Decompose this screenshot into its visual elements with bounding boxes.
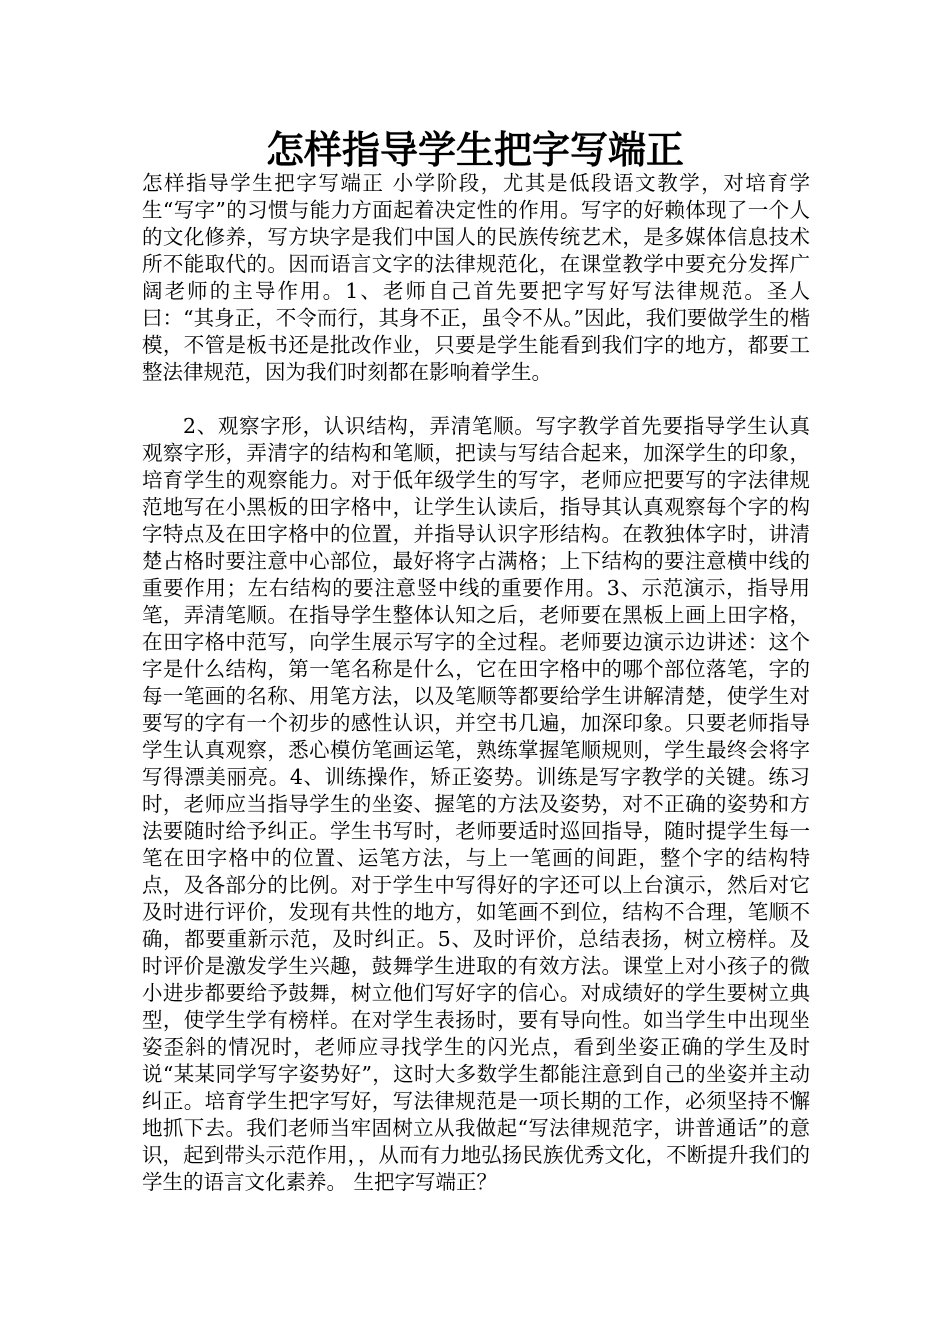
document-body xyxy=(142,170,810,1196)
paragraph-2: 2、观察字形，认识结构，弄清笔顺。写字教学首先要指导学生认真观察字形，弄清字的结构和笔顺，把读与写结合起来，加深学生的印象，培育学生的观察能力。对于低年级学生的写字，老师应把要写的字法律规范地写在小黑板的田字格中，让学生认读后，指导其认真观察每个字的构字特点及在田字格中的位置，并指导认识字形结构。在教独体字时，讲清楚占格时要注意中心部位，最好将字占满格；上下结构的要注意横中线的重要作用；左右结构的要注意竖中线的重要作用。3、示范演示，指导用笔，弄清笔顺。在指导学生整体认知之后，老师要在黑板上画上田字格，在田字格中范写，向学生展示写字的全过程。老师要边演示边讲述：这个字是什么结构，第一笔名称是什么，它在田字格中的哪个部位落笔，字的每一笔画的名称、用笔方法，以及笔顺等都要给学生讲解清楚，使学生对要写的字有一个初步的感性认识，并空书几遍，加深印象。只要老师指导学生认真观察，悉心模仿笔画运笔，熟练掌握笔顺规则，学生最终会将字写得漂美丽亮。4、训练操作，矫正姿势。训练是写字教学的关键。练习时，老师应当指导学生的坐姿、握笔的方法及姿势，对不正确的姿势和方法要随时给予纠正。学生书写时，老师要适时巡回指导，随时提学生每一笔在田字格中的位置、运笔方法，与上一笔画的间距，整个字的结构特点，及各部分的比例。对于学生中写得好的字还可以上台演示，然后对它及时进行评价，发现有共性的地方，如笔画不到位，结构不合理，笔顺不确，都要重新示范，及时纠正。5、及时评价，总结表扬，树立榜样。及时评价是激发学生兴趣，鼓舞学生进取的有效方法。课堂上对小孩子的微小进步都要给予鼓舞，树立他们写好字的信心。对成绩好的学生要树立典型，使学生学有榜样。在对学生表扬时，要有导向性。如当学生中出现坐姿歪斜的情况时，老师应寻找学生的闪光点，看到坐姿正确的学生及时说“某某同学写字姿势好”，这时大多数学生都能注意到自己的坐姿并主动纠正。培育学生把字写好，写法律规范是一项长期的工作，必须坚持不懈地抓下去。我们老师当牢固树立从我做起“写法律规范字，讲普通话”的意识，起到带头示范作用，，从而有力地弘扬民族优秀文化，不断提升我们的学生的语言文化素养。 生把字写端正？ xyxy=(142,414,810,1194)
document-title: 怎样指导学生把字写端正 xyxy=(265,127,684,172)
paragraph-1: 怎样指导学生把字写端正 小学阶段，尤其是低段语文教学，对培育学生“写字”的习惯与能力方面起着决定性的作用。写字的好赖体现了一个人的文化修养，写方块字是我们中国人的民族传统艺术，是多媒体信息技术所不能取代的。因而语言文字的法律规范化，在课堂教学中要充分发挥广阔老师的主导作用。1、老师自己首先要把字写好写法律规范。圣人曰：“其身正，不令而行，其身不正，虽令不从。”因此，我们要做学生的楷模，不管是板书还是批改作业，只要是学生能看到我们字的地方，都要工整法律规范，因为我们时刻都在影响着学生。 xyxy=(142,171,810,384)
